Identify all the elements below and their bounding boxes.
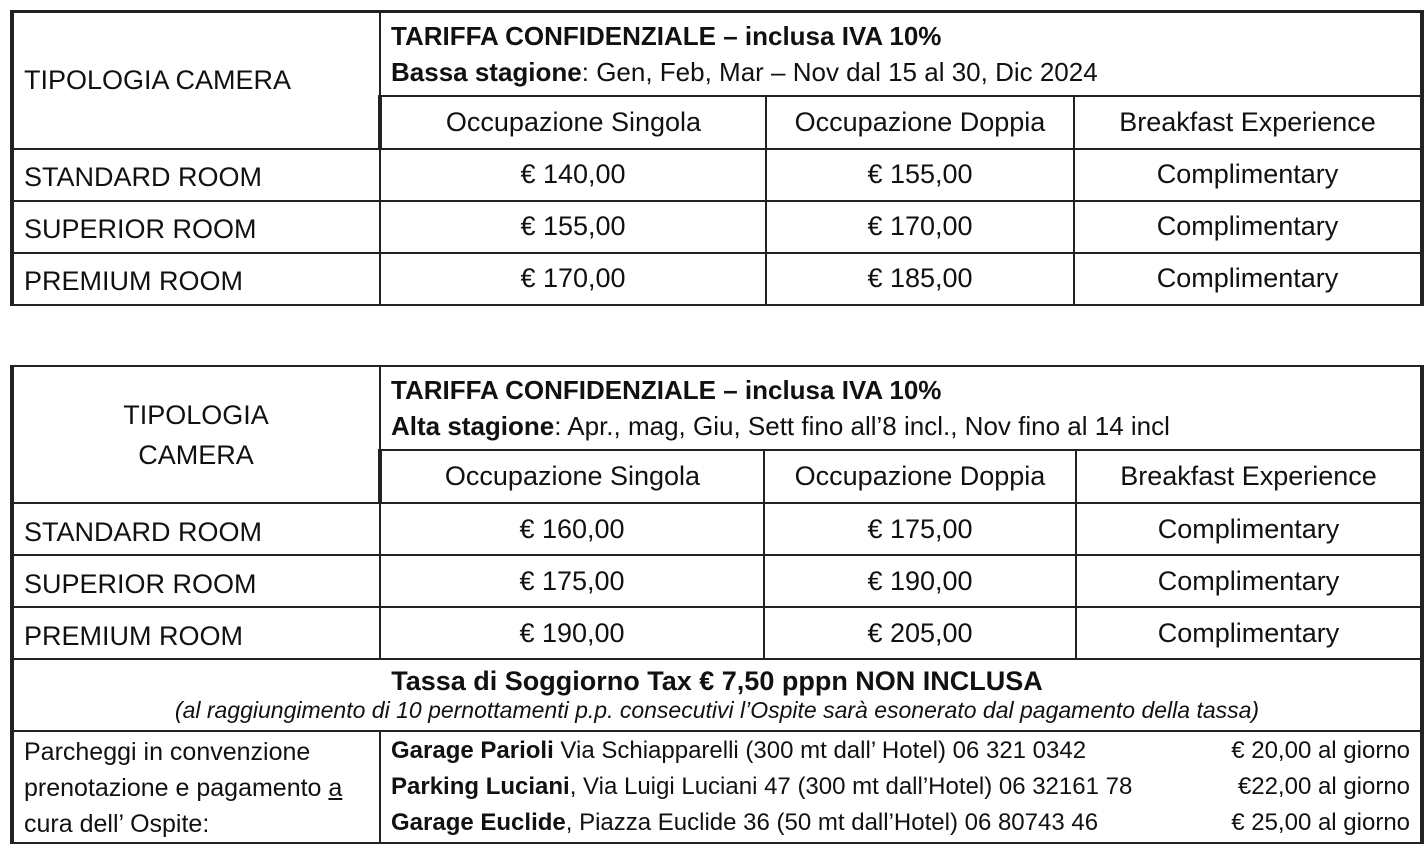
garage-name: Garage Euclide [391, 809, 566, 836]
garage-price: € 20,00 al giorno [1231, 737, 1411, 764]
col-double: Occupazione Doppia [766, 96, 1074, 149]
table-row [12, 503, 1422, 555]
list-item [381, 805, 1420, 841]
room-name: SUPERIOR ROOM [12, 555, 380, 607]
breakfast-value: Complimentary [1074, 201, 1422, 253]
price-single: € 170,00 [380, 253, 766, 305]
table-row [12, 607, 1422, 659]
room-name: STANDARD ROOM [12, 149, 380, 201]
rate-title: TARIFFA CONFIDENZIALE – inclusa IVA 10% [391, 20, 942, 51]
season-dates: : Gen, Feb, Mar – Nov dal 15 al 30, Dic 2024 [581, 56, 1098, 87]
garage-price: € 25,00 al giorno [1231, 809, 1411, 836]
season-label: Bassa stagione [391, 56, 582, 87]
room-name: SUPERIOR ROOM [12, 201, 380, 253]
room-type-header [12, 366, 380, 503]
table-row [12, 201, 1422, 253]
room-name: STANDARD ROOM [12, 503, 380, 555]
low-season-rate-table [10, 10, 1424, 306]
tourist-tax-cell [12, 659, 1422, 731]
list-item [381, 769, 1420, 805]
breakfast-value: Complimentary [1076, 555, 1422, 607]
price-single: € 190,00 [380, 607, 764, 659]
room-name: PREMIUM ROOM [12, 607, 380, 659]
price-double: € 190,00 [764, 555, 1076, 607]
price-single: € 175,00 [380, 555, 764, 607]
garage-name: Parking Luciani [391, 773, 570, 800]
price-double: € 205,00 [764, 607, 1076, 659]
col-single: Occupazione Singola [380, 450, 764, 503]
parking-label: Parcheggi in convenzione prenotazione e pagamento a cura dell’ Ospite: [12, 731, 380, 843]
col-single: Occupazione Singola [380, 96, 766, 149]
garage-name: Garage Parioli [391, 737, 554, 764]
col-breakfast: Breakfast Experience [1076, 450, 1422, 503]
breakfast-value: Complimentary [1074, 149, 1422, 201]
table-row [12, 149, 1422, 201]
breakfast-value: Complimentary [1076, 607, 1422, 659]
breakfast-value: Complimentary [1076, 503, 1422, 555]
room-type-line2: CAMERA [138, 439, 254, 470]
rate-header [380, 12, 1422, 96]
price-single: € 140,00 [380, 149, 766, 201]
table-row [12, 555, 1422, 607]
price-double: € 155,00 [766, 149, 1074, 201]
high-season-rate-table [10, 365, 1424, 844]
price-single: € 160,00 [380, 503, 764, 555]
price-double: € 170,00 [766, 201, 1074, 253]
col-breakfast: Breakfast Experience [1074, 96, 1422, 149]
breakfast-value: Complimentary [1074, 253, 1422, 305]
table-row [12, 253, 1422, 305]
col-double: Occupazione Doppia [764, 450, 1076, 503]
tourist-tax-title: Tassa di Soggiorno Tax € 7,50 pppn NON INCLUSA [391, 666, 1043, 696]
price-double: € 185,00 [766, 253, 1074, 305]
garage-detail: Via Schiapparelli (300 mt dall’ Hotel) 06 321 0342 [553, 737, 1087, 764]
list-item [381, 733, 1420, 769]
season-dates: : Apr., mag, Giu, Sett fino all’8 incl., Nov fino al 14 incl [554, 411, 1170, 441]
season-label: Alta stagione [391, 411, 555, 441]
room-name: PREMIUM ROOM [12, 253, 380, 305]
garage-detail: , Piazza Euclide 36 (50 mt dall’Hotel) 06 80743 46 [565, 809, 1099, 836]
room-type-header: TIPOLOGIA CAMERA [12, 12, 380, 149]
garage-price: €22,00 al giorno [1237, 773, 1411, 800]
price-double: € 175,00 [764, 503, 1076, 555]
price-single: € 155,00 [380, 201, 766, 253]
rate-title: TARIFFA CONFIDENZIALE – inclusa IVA 10% [391, 375, 942, 405]
room-type-line1: TIPOLOGIA [123, 399, 269, 430]
garage-detail: , Via Luigi Luciani 47 (300 mt dall’Hotel) 06 32161 78 [569, 773, 1133, 800]
rate-header [380, 366, 1422, 450]
parking-list [380, 731, 1422, 843]
tourist-tax-note: (al raggiungimento di 10 pernottamenti p.p. consecutivi l’Ospite sarà esonerato dal pagamento della tassa) [174, 697, 1260, 723]
